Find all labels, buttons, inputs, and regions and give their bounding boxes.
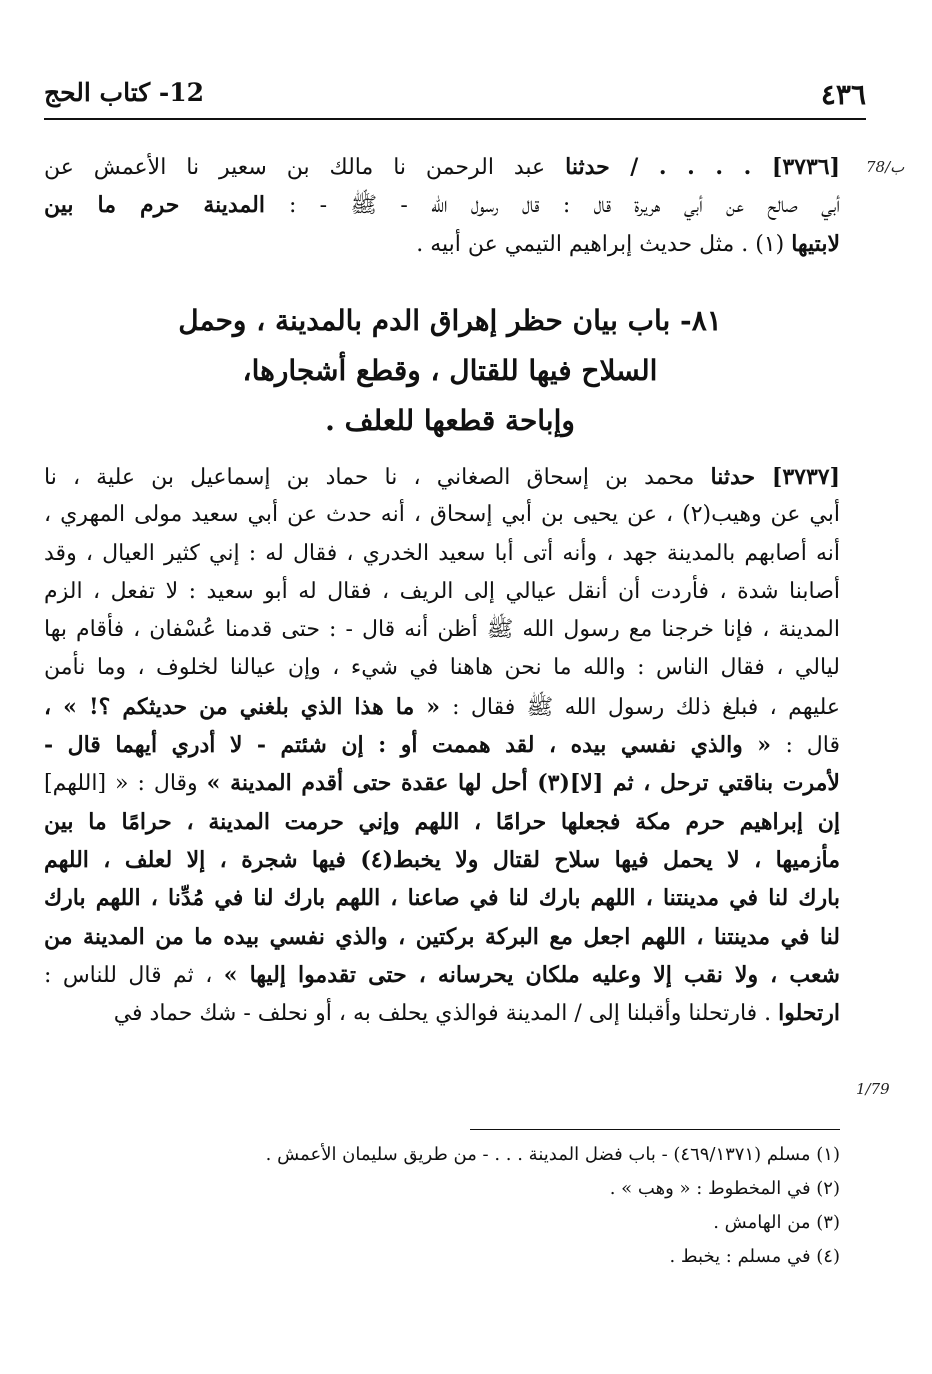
book-title: 12- كتاب الحج	[44, 78, 205, 107]
text-segment: عليهم ، فبلغ ذلك رسول الله ﷺ فقال :	[452, 694, 841, 720]
text-segment: ، ثم قال للناس :	[44, 962, 224, 988]
text-line	[44, 225, 840, 263]
text-segment: المدينة حرم ما بين	[44, 192, 289, 219]
text-line	[44, 496, 840, 534]
text-segment: « ما هذا الذي بلغني من حديثكم ؟! » ،	[44, 693, 453, 720]
text-segment: لابتيها	[791, 230, 840, 257]
text-segment: [٣٧٣٦] . . . . / حدثنا	[565, 154, 840, 180]
text-segment: « والذي نفسي بيده ، لقد هممت أو : إن شئتم - لا أدري أيهما قال -	[44, 732, 786, 759]
text-line	[44, 764, 840, 802]
page-number: ٤٣٦	[820, 78, 866, 111]
text-segment: قال :	[785, 733, 840, 759]
text-segment: عبد الرحمن نا مالك بن سعير نا الأعمش عن	[44, 155, 566, 180]
text-line	[44, 841, 840, 879]
text-line	[44, 726, 840, 764]
text-segment: ارتحلوا	[778, 1000, 840, 1027]
footnote-divider	[470, 1129, 840, 1130]
text-segment: أنه أصابهم بالمدينة جهد ، وأنه أتى أبا سعيد الخدري ، فقال له : إني كثير العيال ، وقد	[44, 540, 840, 566]
text-segment: أبي صالح عن أبي هريرة قال : قال رسول الله - ﷺ - :	[288, 193, 840, 219]
text-segment: (١) . مثل حديث إبراهيم التيمي عن أبيه .	[416, 231, 792, 257]
chapter-heading-line-1: ٨١- باب بيان حظر إهراق الدم بالمدينة ، وحمل	[178, 304, 722, 337]
text-line	[44, 611, 840, 649]
margin-note-folio-bottom: 1/79	[856, 1080, 890, 1098]
chapter-heading-line-3: وإباحة قطعها للعلف .	[325, 404, 575, 437]
text-segment: لنا في مدينتنا ، اللهم اجعل مع البركة بركتين ، والذي نفسي بيده ما من المدينة من	[44, 923, 840, 950]
text-segment: لأمرت بناقتي ترحل ، ثم [لا](٣) أحل لها عقدة حتى أقدم المدينة »	[206, 770, 840, 797]
text-segment: بارك لنا في مدينتنا ، اللهم بارك لنا في صاعنا ، اللهم بارك لنا في مُدِّنا ، اللهم بارك	[44, 885, 840, 912]
footnote-1: (١) مسلم (٤٦٩/١٣٧١) - باب فضل المدينة . . . - من طريق سليمان الأعمش .	[265, 1144, 840, 1165]
running-header	[44, 74, 866, 120]
text-segment: محمد بن إسحاق الصغاني ، نا حماد بن إسماعيل بن علية ، نا	[44, 465, 711, 490]
text-line	[44, 573, 840, 611]
text-segment: . فارتحلنا وأقبلنا إلى / المدينة فوالذي يحلف به ، أو نحلف - شك حماد في	[113, 1001, 779, 1027]
text-segment: [٣٧٣٧] حدثنا	[710, 464, 840, 490]
text-line	[44, 994, 840, 1032]
text-segment: شعب ، ولا نقب إلا وعليه ملكان يحرسانه ، حتى تقدموا إليها »	[223, 961, 840, 988]
text-line	[44, 458, 840, 496]
chapter-heading	[60, 296, 840, 446]
hadith-3737	[44, 458, 840, 1032]
text-segment: أصابنا شدة ، فأردت أن أنقل عيالي إلى الريف ، فقال له أبو سعيد : لا تفعل ، الزم	[44, 578, 840, 604]
text-line	[44, 803, 840, 841]
text-line	[44, 879, 840, 917]
margin-note-folio-top: 78/ب	[866, 158, 905, 176]
text-segment: أبي عن وهيب(٢) ، عن يحيى بن أبي إسحاق ، أنه حدث عن أبي سعيد مولى المهري ،	[44, 502, 840, 528]
footnotes	[200, 1138, 840, 1274]
text-segment: وقال : « [اللهم]	[44, 771, 207, 797]
text-segment: ليالي ، فقال الناس : والله ما نحن هاهنا في شيء ، وإن عيالنا لخلوف ، وما نأمن	[44, 655, 840, 681]
text-segment: إن إبراهيم حرم مكة فجعلها حرامًا ، اللهم وإني حرمت المدينة ، حرامًا ما بين	[44, 808, 840, 835]
footnote-4: (٤) في مسلم : يخبط .	[669, 1246, 840, 1267]
text-line	[44, 148, 840, 186]
text-line	[44, 535, 840, 573]
text-line	[44, 186, 840, 224]
footnote-2: (٢) في المخطوط : « وهب » .	[609, 1178, 840, 1199]
text-segment: مأزميها ، لا يحمل فيها سلاح لقتال ولا يخبط(٤) فيها شجرة ، إلا لعلف ، اللهم	[44, 846, 840, 873]
text-line	[44, 918, 840, 956]
hadith-3736	[44, 148, 840, 263]
chapter-heading-line-2: السلاح فيها للقتال ، وقطع أشجارها،	[242, 354, 658, 387]
text-line	[44, 956, 840, 994]
text-line	[44, 649, 840, 687]
text-segment: المدينة ، فإنا خرجنا مع رسول الله ﷺ أظن أنه قال - : حتى قدمنا عُسْفان ، فأقام بها	[44, 617, 840, 643]
text-line	[44, 688, 840, 726]
footnote-3: (٣) من الهامش .	[713, 1212, 840, 1233]
